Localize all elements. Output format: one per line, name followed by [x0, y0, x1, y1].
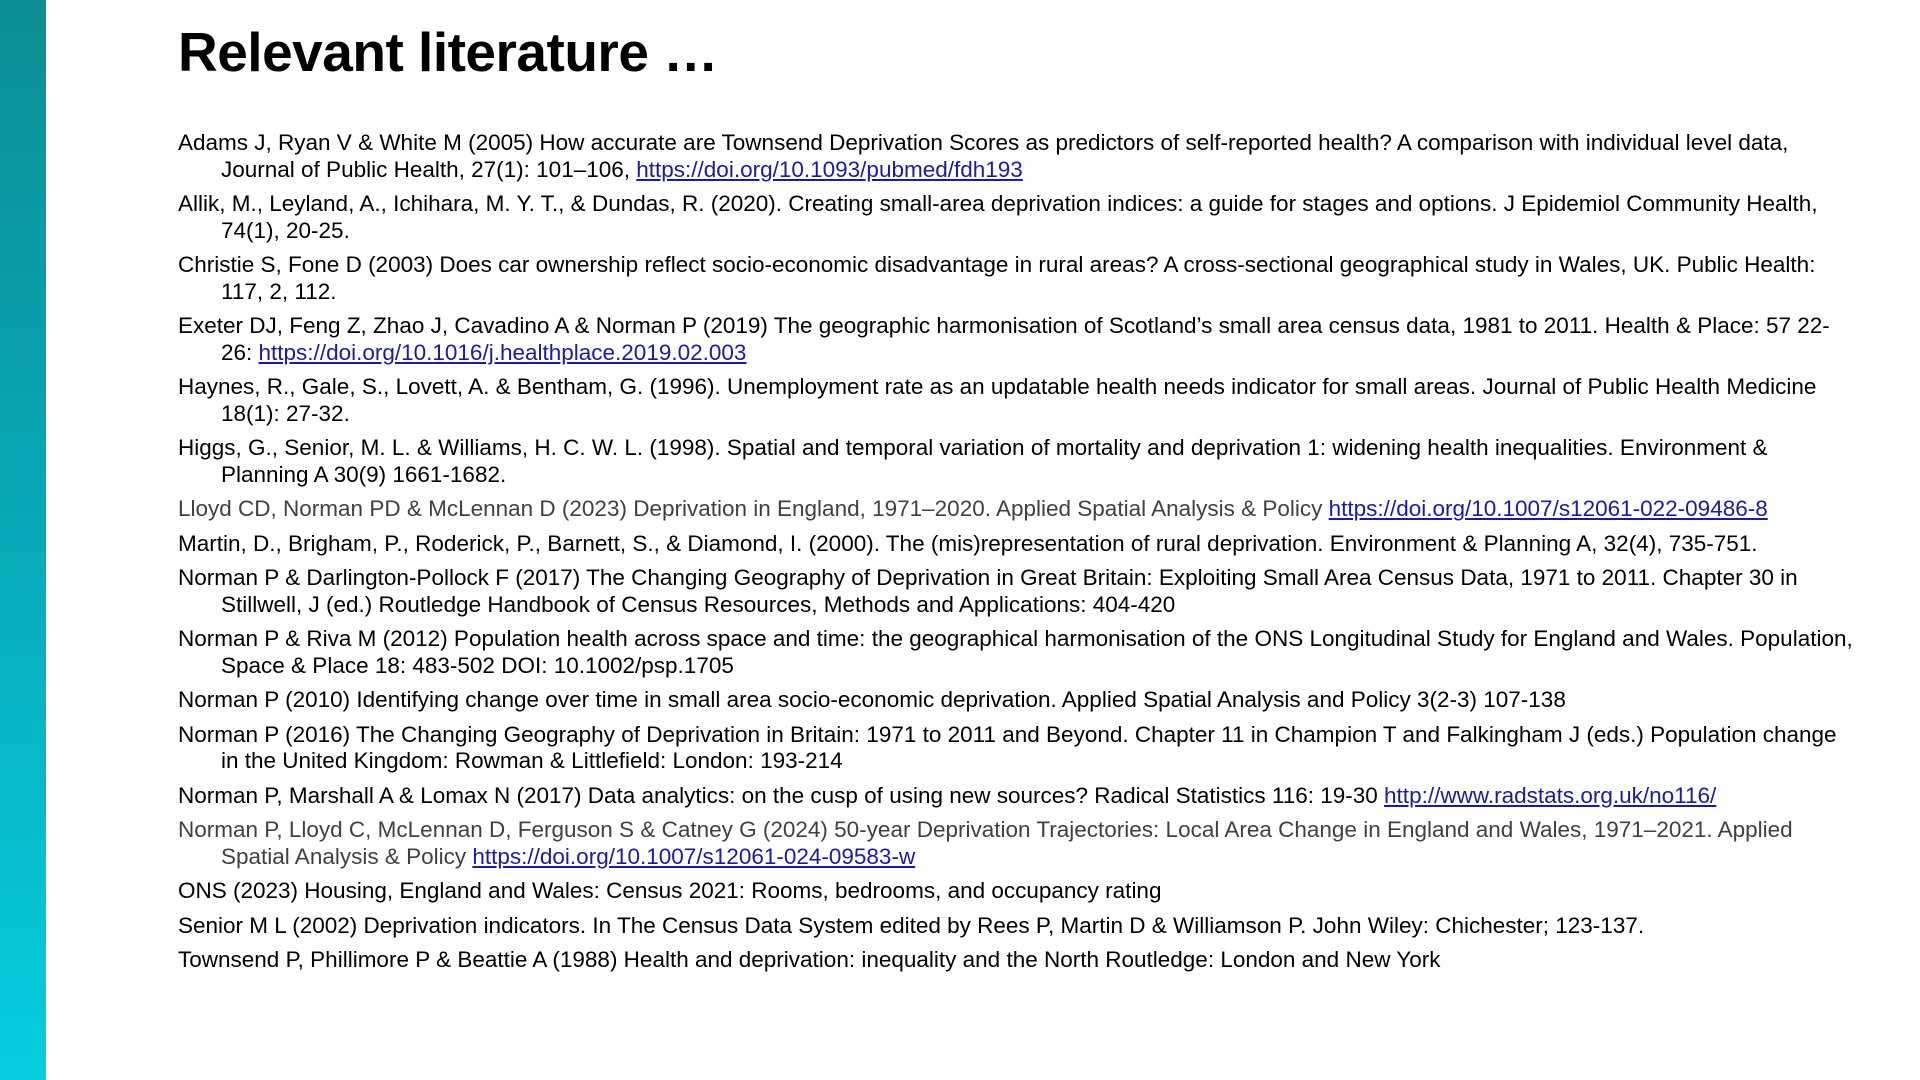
reference-text: Adams J, Ryan V & White M (2005) How accurate are Townsend Deprivation Scores as predictors of self-reported health? A comparison with individual level data, Journal of Public Health, 27(1): 101–106, [178, 130, 1789, 182]
reference-text: ONS (2023) Housing, England and Wales: Census 2021: Rooms, bedrooms, and occupancy rating [178, 878, 1162, 903]
reference-link[interactable]: https://doi.org/10.1016/j.healthplace.2019.02.003 [258, 339, 747, 365]
reference-item [178, 313, 1858, 366]
reference-text: Norman P & Riva M (2012) Population health across space and time: the geographical harmonisation of the ONS Longitudinal Study for England and Wales. Population, Space & Place 18: 483-502 DOI: 10.1002/psp.1705 [178, 626, 1853, 678]
reference-text: Haynes, R., Gale, S., Lovett, A. & Bentham, G. (1996). Unemployment rate as an updatable health needs indicator for small areas. Journal of Public Health Medicine 18(1): 27-32. [178, 374, 1817, 426]
reference-text: Lloyd CD, Norman PD & McLennan D (2023) Deprivation in England, 1971–2020. Applied Spatial Analysis & Policy [178, 496, 1329, 521]
reference-item [178, 783, 1858, 810]
reference-text: Townsend P, Phillimore P & Beattie A (1988) Health and deprivation: inequality and the North Routledge: London and New York [178, 947, 1441, 972]
reference-link[interactable]: http://www.radstats.org.uk/no116/ [1384, 782, 1717, 808]
reference-item [178, 531, 1858, 558]
reference-list [178, 130, 1858, 982]
reference-item [178, 191, 1858, 244]
reference-text: Senior M L (2002) Deprivation indicators. In The Census Data System edited by Rees P, Martin D & Williamson P. John Wiley: Chichester; 123-137. [178, 912, 1645, 938]
reference-text: Higgs, G., Senior, M. L. & Williams, H. C. W. L. (1998). Spatial and temporal variation of mortality and deprivation 1: widening health inequalities. Environment & Planning A 30(9) 1661-1682. [178, 435, 1768, 487]
reference-item [178, 565, 1858, 618]
reference-link[interactable]: https://doi.org/10.1007/s12061-024-09583-w [472, 843, 916, 869]
reference-link[interactable]: https://doi.org/10.1093/pubmed/fdh193 [636, 156, 1023, 182]
reference-text: Norman P, Lloyd C, McLennan D, Ferguson S & Catney G (2024) 50-year Deprivation Trajectories: Local Area Change in England and Wales, 1971–2021. Applied Spatial Analysis & Policy [178, 817, 1793, 869]
reference-item [178, 374, 1858, 427]
reference-item [178, 947, 1858, 974]
reference-text: Allik, M., Leyland, A., Ichihara, M. Y. T., & Dundas, R. (2020). Creating small-area deprivation indices: a guide for stages and options. J Epidemiol Community Health, 74(1), 20-25. [178, 191, 1818, 243]
reference-item [178, 722, 1858, 775]
slide-title: Relevant literature … [178, 21, 718, 83]
reference-text: Martin, D., Brigham, P., Roderick, P., Barnett, S., & Diamond, I. (2000). The (mis)representation of rural deprivation. Environment & Planning A, 32(4), 735-751. [178, 530, 1758, 556]
accent-bar [0, 0, 46, 1080]
reference-item [178, 687, 1858, 714]
reference-text: Norman P, Marshall A & Lomax N (2017) Data analytics: on the cusp of using new sources? Radical Statistics 116: 19-30 [178, 782, 1385, 808]
reference-text: Norman P (2010) Identifying change over time in small area socio-economic deprivation. Applied Spatial Analysis and Policy 3(2-3) 107-138 [178, 687, 1566, 712]
reference-item [178, 913, 1858, 940]
reference-item [178, 626, 1858, 679]
reference-item [178, 252, 1858, 305]
reference-item [178, 130, 1858, 183]
reference-text: Christie S, Fone D (2003) Does car ownership reflect socio-economic disadvantage in rural areas? A cross-sectional geographical study in Wales, UK. Public Health: 117, 2, 112. [178, 252, 1816, 304]
reference-item [178, 435, 1858, 488]
reference-item [178, 496, 1858, 523]
reference-text: Norman P (2016) The Changing Geography of Deprivation in Britain: 1971 to 2011 and Beyond. Chapter 11 in Champion T and Falkingham J (eds.) Population change in the United Kingdom: Rowman & Littlefield: London: 193-214 [178, 721, 1837, 773]
reference-text: Exeter DJ, Feng Z, Zhao J, Cavadino A & Norman P (2019) The geographic harmonisation of Scotland’s small area census data, 1981 to 2011. Health & Place: 57 22-26: [178, 313, 1830, 365]
reference-item [178, 817, 1858, 870]
reference-text: Norman P & Darlington-Pollock F (2017) The Changing Geography of Deprivation in Great Britain: Exploiting Small Area Census Data, 1971 to 2011. Chapter 30 in Stillwell, J (ed.) Routledge Handbook of Census Resources, Methods and Applications: 404-420 [178, 565, 1798, 617]
reference-item [178, 878, 1858, 905]
reference-link[interactable]: https://doi.org/10.1007/s12061-022-09486-8 [1328, 496, 1768, 521]
